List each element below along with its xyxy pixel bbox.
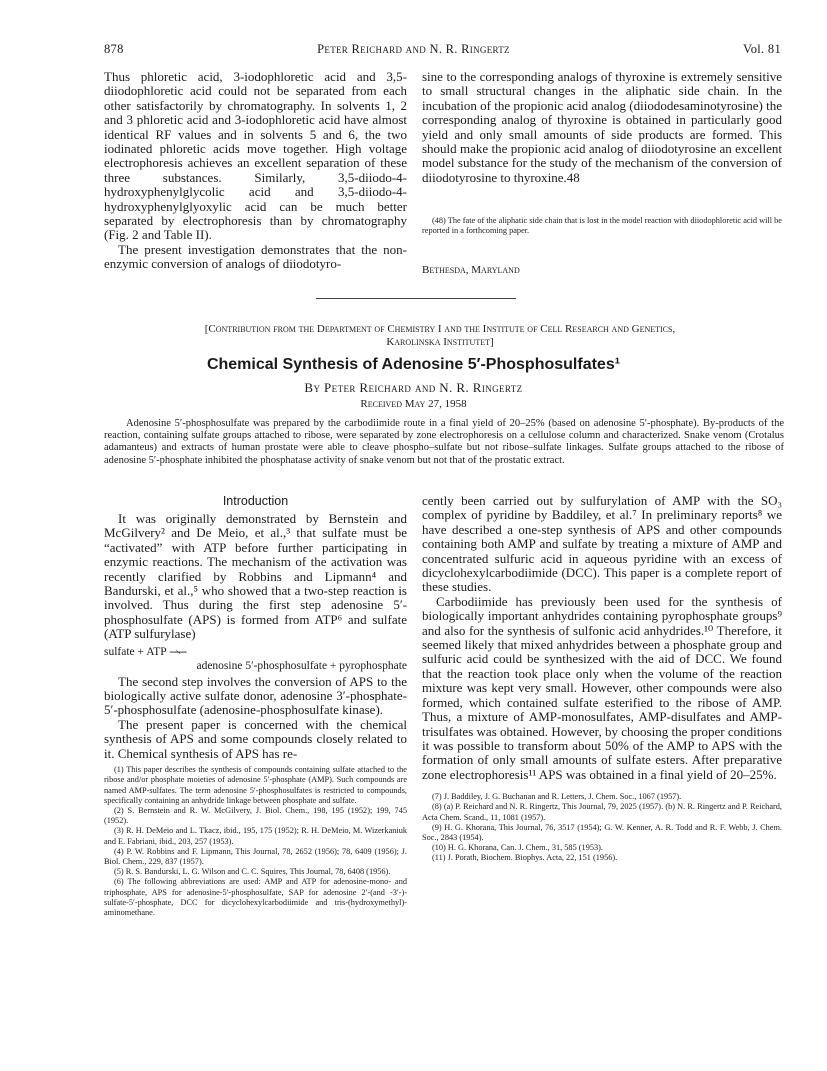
footnote: (9) H. G. Khorana, This Journal, 76, 3517 (1954); G. W. Kenner, A. R. Todd and R. F. Webb, J. Chem. Soc., 2843 (1954). bbox=[422, 822, 782, 842]
footnote: (8) (a) P. Reichard and N. R. Ringertz, This Journal, 79, 2025 (1957). (b) N. R. Ringertz and P. Reichard, Acta Chem. Scand., 11, 1081 (1957). bbox=[422, 802, 782, 822]
section-heading: Introduction bbox=[222, 494, 289, 508]
article-title: Chemical Synthesis of Adenosine 5′-Phosphosulfates¹ bbox=[206, 356, 621, 373]
paragraph: The second step involves the conversion of APS to the biologically active sulfate donor, adenosine 3′-phosphate-5′-phosphosulfate (adenosine-phosphosulfate kinase). bbox=[104, 673, 407, 718]
footnotes-right bbox=[422, 792, 782, 863]
footnote: (2) S. Bernstein and R. W. McGilvery, J. Biol. Chem., 198, 195 (1952); 199, 745 (1952). bbox=[104, 805, 407, 826]
paragraph: The present investigation demonstrates that the non-enzymic conversion of analogs of diiodotyro- bbox=[104, 241, 407, 272]
footnote: (48) The fate of the aliphatic side chain that is lost in the model reaction with diiodophloretic acid will be reported in a forthcoming paper. bbox=[422, 216, 782, 236]
prev-article-right-column bbox=[422, 70, 782, 185]
paragraph: It was originally demonstrated by Bernstein and McGilvery² and De Meio, et al.,³ that sulfate must be “activated” with ATP before further participating in enzymic reactions. The mechanism of the activation was recently clarified by Robbins and Lipmann⁴ and Bandurski, et al.,⁵ who showed that a two-step reaction is involved. Thus during the first step adenosine 5′-phosphosulfate (APS) is formed from ATP⁶ and sulfate (ATP sulfurylase) bbox=[104, 511, 407, 642]
equation-products: adenosine 5′-phosphosulfate + pyrophosphate bbox=[196, 659, 407, 672]
location: Bethesda, Maryland bbox=[422, 264, 520, 276]
footnote: (5) R. S. Bandurski, L. G. Wilson and C. C. Squires, This Journal, 78, 6408 (1956). bbox=[114, 867, 391, 877]
volume-label: Vol. 81 bbox=[743, 42, 781, 56]
prev-article-left-column bbox=[104, 70, 407, 272]
contribution-line: [Contribution from the Department of Chemistry I and the Institute of Cell Research and Genetics, bbox=[204, 323, 676, 335]
authors: By Peter Reichard and N. R. Ringertz bbox=[304, 380, 523, 395]
paragraph: cently been carried out by sulfurylation of AMP with the SO₃ complex of pyridine by Baddiley, et al.⁷ In preliminary reports⁸ we have described a one-step synthesis of APS and other compounds containing both AMP and sulfate by treating a mixture of AMP and concentrated sulfuric acid in aqueous pyridine with an excess of dicyclohexylcarbodiimide (DCC). This paper is a complete report of these studies. bbox=[422, 493, 782, 595]
footnote-48 bbox=[422, 216, 782, 236]
paragraph: The present paper is concerned with the chemical synthesis of APS and some compounds closely related to it. Chemical synthesis of APS has re- bbox=[104, 716, 407, 761]
equation-reactants: sulfate + ATP bbox=[104, 645, 167, 658]
contribution-note bbox=[90, 323, 790, 349]
footnote: (11) J. Porath, Biochem. Biophys. Acta, 22, 151 (1956). bbox=[432, 853, 618, 863]
footnote: (3) R. H. DeMeio and L. Tkacz, ibid., 195, 175 (1952); R. H. DeMeio, M. Wizerkaniuk and E. Fabriani, ibid., 203, 257 (1953). bbox=[104, 826, 407, 846]
received-date: Received May 27, 1958 bbox=[360, 398, 467, 410]
right-main-column bbox=[422, 494, 782, 864]
footnote: (1) This paper describes the synthesis of compounds containing sulfate attached to the ribose and/or phosphate moieties of adenosine 5′-phosphate (AMP). Such compounds are named AMP-sulfates. The term adenosine 5′-phosphosulfates is restricted to compounds, specifically containing an anhydride linkage between phosphate and sulfate. bbox=[104, 765, 407, 805]
footnote: (4) P. W. Robbins and F. Lipmann, This Journal, 78, 2652 (1956); 78, 6409 (1956); J. Biol. Chem., 229, 837 (1957). bbox=[104, 846, 407, 866]
abstract: Adenosine 5′-phosphosulfate was prepared by the carbodiimide route in a final yield of 20–25% (based on adenosine 5′-phosphate). By-products of the reaction, containing sulfate groups attached to ribose, were separated by zone electrophoresis on a cellulose column and characterized. Snake venom (Crotalus adamanteus) and extracts of human prostate were able to cleave phospho–sulfate but not ribose–sulfate linkages. Sulfate groups attached to the ribose of adenosine 5′-phosphate inhibited the phosphatase activity of snake venom but not that of the prostatic extract. bbox=[104, 418, 784, 466]
paragraph: Thus phloretic acid, 3-iodophloretic acid and 3,5-diiodophloretic acid could not be separated from each other satisfactorily by chromatography. In solvents 1, 2 and 3 phloretic acid and 3-iodophloretic acid have almost identical RF values and in solvents 5 and 6, the two iodinated phloretic acids move together. High voltage electrophoresis achieves an excellent separation of these three substances. Similarly, 3,5-diiodo-4-hydroxyphenylglycolic acid and 3,5-diiodo-4-hydroxyphenylglyoxylic acid can be much better separated by electrophoresis than by chromatography (Fig. 2 and Table II). bbox=[104, 69, 407, 243]
section-divider bbox=[316, 298, 516, 299]
footnote: (10) H. G. Khorana, Can. J. Chem., 31, 585 (1953). bbox=[432, 843, 603, 853]
left-main-column bbox=[104, 494, 407, 918]
footnote: (6) The following abbreviations are used: AMP and ATP for adenosine-mono- and triphosphate, APS for adenosine-5′-phosphosulfate, SAP for adenosine 2′-(and -3′-)-sulfate-5′-phosphate, DCC for dicyclohexylcarbodiimide and tris-(hydroxymethyl)-aminomethane. bbox=[104, 877, 407, 917]
paragraph: Carbodiimide has previously been used for the synthesis of biologically important anhydrides containing pyrophosphate groups⁹ and also for the synthesis of sulfonic acid anhydrides.¹⁰ Therefore, it seemed likely that mixed anhydrides between a phosphate group and sulfuric acid could be synthesized with the aid of DCC. We found that the reaction took place only when the volume of the reaction mixture was kept very small. However, other compounds were also formed, which contained sulfate esterified to the ribose of AMP. Thus, a mixture of AMP-monosulfates, AMP-disulfates and AMP-trisulfates was obtained. However, by choosing the proper conditions it was possible to transform about 50% of the AMP to APS with the formation of only small amounts of sulfate esters. After preparative zone electrophoresis¹¹ APS was obtained in a final yield of 20–25%. bbox=[422, 593, 782, 782]
running-title: Peter Reichard and N. R. Ringertz bbox=[317, 42, 510, 56]
page-number: 878 bbox=[104, 42, 124, 56]
equilibrium-arrows-icon: ⇀↽ bbox=[169, 645, 186, 660]
footnotes-left bbox=[104, 765, 407, 918]
reaction-equation bbox=[104, 646, 407, 672]
contribution-line: Karolinska Institutet] bbox=[386, 336, 494, 348]
paragraph: sine to the corresponding analogs of thyroxine is extremely sensitive to small structural changes in the aliphatic side chain. In the incubation of the propionic acid analog (diiododesaminotyrosine) the corresponding analog of thyroxine is obtained in particularly good yield and only small amounts of side products are formed. This should make the propionic acid analog of diiodotyrosine an excellent model substance for the study of the mechanism of the conversion of diiodotyrosine to thyroxine.48 bbox=[422, 69, 782, 185]
footnote: (7) J. Baddiley, J. G. Buchanan and R. Letters, J. Chem. Soc., 1067 (1957). bbox=[432, 792, 682, 802]
